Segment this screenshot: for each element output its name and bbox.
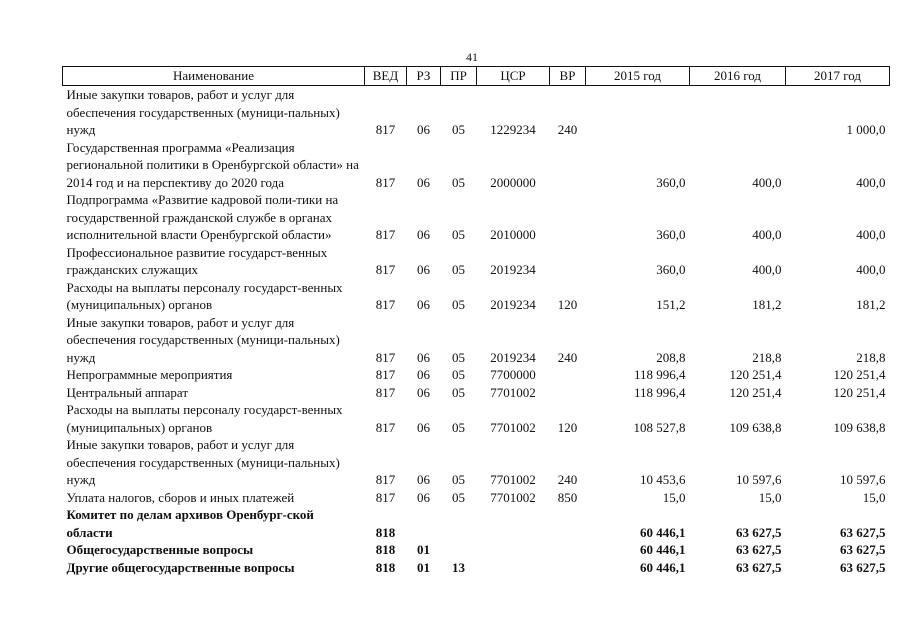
row-name: Центральный аппарат xyxy=(66,384,189,400)
row-rz: 06 xyxy=(417,384,430,400)
row-2016: 63 627,5 xyxy=(736,559,782,575)
row-name: Профессиональное развитие государст-венных гражданских служащих xyxy=(66,244,328,277)
row-pr: 05 xyxy=(452,262,465,277)
row-ved: 817 xyxy=(375,489,396,505)
row-2015: 60 446,1 xyxy=(640,559,686,575)
row-vr xyxy=(550,541,586,559)
row-2016 xyxy=(690,86,786,139)
row-csr xyxy=(477,506,550,541)
row-name: Иные закупки товаров, работ и услуг для обеспечения государственных (муници-пальных) нужд xyxy=(66,87,340,137)
row-rz: 06 xyxy=(417,174,430,190)
row-name: Общегосударственные вопросы xyxy=(66,542,254,557)
header-ved: ВЕД xyxy=(365,67,407,86)
row-ved: 817 xyxy=(375,472,396,487)
row-pr: 05 xyxy=(452,419,465,435)
row-2016: 10 597,6 xyxy=(736,472,782,487)
row-2017: 120 251,4 xyxy=(833,384,886,400)
row-2017: 1 000,0 xyxy=(846,122,886,137)
row-2015: 15,0 xyxy=(662,489,686,505)
row-rz: 06 xyxy=(417,489,430,505)
table-row xyxy=(63,314,890,367)
row-2016: 400,0 xyxy=(752,262,782,277)
row-ved: 817 xyxy=(375,174,396,190)
header-2017: 2017 год xyxy=(786,67,890,86)
row-vr xyxy=(550,366,586,384)
header-name: Наименование xyxy=(63,67,365,86)
row-ved: 818 xyxy=(375,542,396,557)
row-vr: 120 xyxy=(557,419,578,435)
row-pr: 13 xyxy=(452,559,465,575)
row-vr xyxy=(550,506,586,541)
header-rz: РЗ xyxy=(407,67,441,86)
table-row xyxy=(63,436,890,489)
row-ved: 817 xyxy=(375,262,396,277)
table-row xyxy=(63,506,890,541)
row-pr: 05 xyxy=(452,297,465,312)
row-2016: 63 627,5 xyxy=(736,542,782,557)
row-ved: 817 xyxy=(375,349,396,365)
row-2016: 109 638,8 xyxy=(729,419,782,435)
header-csr: ЦСР xyxy=(477,67,550,86)
row-rz xyxy=(407,506,441,541)
row-vr: 240 xyxy=(557,122,578,137)
row-rz: 06 xyxy=(417,227,430,242)
row-pr xyxy=(441,506,477,541)
row-2017: 10 597,6 xyxy=(840,472,886,487)
row-name: Иные закупки товаров, работ и услуг для обеспечения государственных (муници-пальных) нужд xyxy=(66,437,340,487)
row-ved: 817 xyxy=(375,122,396,137)
table-row xyxy=(63,384,890,402)
page-number: 41 xyxy=(466,50,478,64)
row-rz: 06 xyxy=(417,419,430,435)
budget-table xyxy=(62,66,890,576)
row-ved: 817 xyxy=(375,419,396,435)
row-name: Уплата налогов, сборов и иных платежей xyxy=(66,489,295,505)
row-name: Непрограммные мероприятия xyxy=(66,367,233,382)
row-vr: 240 xyxy=(557,349,578,365)
row-2015 xyxy=(586,86,690,139)
table-row xyxy=(63,191,890,244)
row-pr: 05 xyxy=(452,367,465,382)
row-2017: 400,0 xyxy=(856,174,886,190)
row-pr: 05 xyxy=(452,489,465,505)
row-rz: 01 xyxy=(417,559,430,575)
row-pr xyxy=(441,541,477,559)
row-pr: 05 xyxy=(452,384,465,400)
row-2015: 60 446,1 xyxy=(640,524,686,540)
row-2017: 63 627,5 xyxy=(840,542,886,557)
row-csr: 7701002 xyxy=(490,472,536,487)
row-2016: 15,0 xyxy=(758,489,782,505)
row-name: Расходы на выплаты персоналу государст-венных (муниципальных) органов xyxy=(66,402,343,435)
header-vr: ВР xyxy=(550,67,586,86)
row-vr: 240 xyxy=(557,472,578,487)
row-name: Государственная программа «Реализация региональной политики в Оренбургской области» на 2014 год и на перспективу до 2020 года xyxy=(66,139,359,190)
row-name: Расходы на выплаты персоналу государст-венных (муниципальных) органов xyxy=(66,279,343,312)
row-name: Иные закупки товаров, работ и услуг для обеспечения государственных (муници-пальных) нужд xyxy=(66,314,340,365)
row-ved: 818 xyxy=(375,524,396,540)
row-csr xyxy=(477,541,550,559)
row-csr: 2019234 xyxy=(490,349,536,365)
row-2017: 120 251,4 xyxy=(833,367,886,382)
table-row xyxy=(63,401,890,436)
row-pr: 05 xyxy=(452,122,465,137)
row-rz: 01 xyxy=(417,542,430,557)
row-rz: 06 xyxy=(417,472,430,487)
row-csr xyxy=(477,559,550,577)
header-pr: ПР xyxy=(441,67,477,86)
row-vr xyxy=(550,244,586,279)
row-2017: 218,8 xyxy=(856,349,886,365)
row-2015: 360,0 xyxy=(656,174,686,190)
table-row xyxy=(63,366,890,384)
row-csr: 7701002 xyxy=(490,489,536,505)
row-vr: 850 xyxy=(557,489,578,505)
row-2015: 360,0 xyxy=(656,262,686,277)
row-2017: 400,0 xyxy=(856,262,886,277)
table-row xyxy=(63,541,890,559)
row-2015: 360,0 xyxy=(656,227,686,242)
row-2016: 218,8 xyxy=(752,349,782,365)
table-row xyxy=(63,489,890,507)
header-2016: 2016 год xyxy=(690,67,786,86)
row-2015: 118 996,4 xyxy=(633,384,686,400)
row-2017: 15,0 xyxy=(862,489,886,505)
row-vr xyxy=(550,139,586,192)
row-csr: 7700000 xyxy=(490,367,536,382)
table-row xyxy=(63,279,890,314)
table-row xyxy=(63,559,890,577)
row-2015: 60 446,1 xyxy=(640,542,686,557)
row-name: Комитет по делам архивов Оренбург-ской области xyxy=(66,507,314,540)
row-name: Подпрограмма «Развитие кадровой поли-тики на государственной гражданской службе в органах исполнительной власти Оренбургской области» xyxy=(66,192,339,242)
row-pr: 05 xyxy=(452,349,465,365)
row-2016: 181,2 xyxy=(752,297,782,312)
row-2016: 400,0 xyxy=(752,227,782,242)
row-ved: 817 xyxy=(375,297,396,312)
row-2015: 108 527,8 xyxy=(633,419,686,435)
row-vr xyxy=(550,384,586,402)
row-2015: 151,2 xyxy=(656,297,686,312)
row-ved: 817 xyxy=(375,227,396,242)
row-2016: 120 251,4 xyxy=(729,384,782,400)
row-2016: 120 251,4 xyxy=(729,367,782,382)
row-ved: 817 xyxy=(375,367,396,382)
row-vr xyxy=(550,191,586,244)
row-2016: 400,0 xyxy=(752,174,782,190)
row-csr: 7701002 xyxy=(490,384,536,400)
row-ved: 817 xyxy=(375,384,396,400)
row-2017: 109 638,8 xyxy=(833,419,886,435)
row-vr: 120 xyxy=(557,297,578,312)
row-2017: 181,2 xyxy=(856,297,886,312)
row-rz: 06 xyxy=(417,349,430,365)
row-rz: 06 xyxy=(417,367,430,382)
row-csr: 7701002 xyxy=(490,419,536,435)
row-csr: 2019234 xyxy=(490,297,536,312)
row-name: Другие общегосударственные вопросы xyxy=(66,559,295,575)
row-csr: 2010000 xyxy=(490,227,536,242)
row-2017: 63 627,5 xyxy=(840,524,886,540)
header-2015: 2015 год xyxy=(586,67,690,86)
row-2015: 10 453,6 xyxy=(640,472,686,487)
row-rz: 06 xyxy=(417,262,430,277)
row-2016: 63 627,5 xyxy=(736,524,782,540)
row-csr: 2019234 xyxy=(490,262,536,277)
row-2015: 118 996,4 xyxy=(633,367,686,382)
row-vr xyxy=(550,559,586,577)
row-ved: 818 xyxy=(375,559,396,575)
row-pr: 05 xyxy=(452,472,465,487)
table-header-row xyxy=(63,67,890,86)
table-row xyxy=(63,86,890,139)
row-pr: 05 xyxy=(452,227,465,242)
row-pr: 05 xyxy=(452,174,465,190)
row-csr: 1229234 xyxy=(490,122,536,137)
table-row xyxy=(63,139,890,192)
row-csr: 2000000 xyxy=(490,174,536,190)
table-row xyxy=(63,244,890,279)
row-2015: 208,8 xyxy=(656,349,686,365)
row-2017: 400,0 xyxy=(856,227,886,242)
row-2017: 63 627,5 xyxy=(840,559,886,575)
row-rz: 06 xyxy=(417,297,430,312)
row-rz: 06 xyxy=(417,122,430,137)
